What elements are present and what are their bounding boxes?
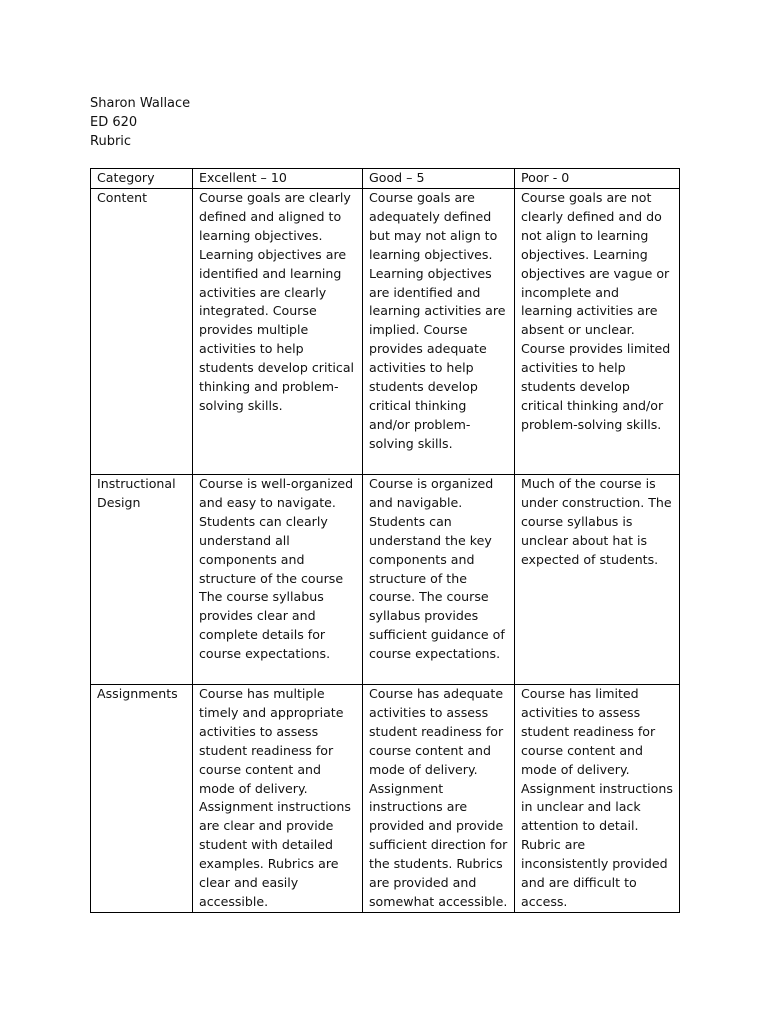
- category-cell: Content: [91, 189, 193, 475]
- poor-cell: Course goals are not clearly defined and do not align to learning objectives. Learning objectives are vague or incomplete and learning activities are absent or unclear. Course provides limited activities to help students develop critical thinking and/or problem-solving skills.: [515, 189, 680, 475]
- category-cell: Assignments: [91, 685, 193, 913]
- column-header-excellent: Excellent – 10: [193, 169, 363, 189]
- table-row: [91, 685, 680, 913]
- course-code: ED 620: [90, 115, 138, 130]
- column-header-good: Good – 5: [363, 169, 515, 189]
- excellent-cell: Course has multiple timely and appropriate activities to assess student readiness for course content and mode of delivery. Assignment instructions are clear and provide student with detailed examples. Rubrics are clear and easily accessible.: [193, 685, 363, 913]
- poor-cell: Much of the course is under construction. The course syllabus is unclear about hat is expected of students.: [515, 475, 680, 685]
- good-cell: Course has adequate activities to assess student readiness for course content and mode of delivery. Assignment instructions are provided and provide sufficient direction for the students. Rubrics are provided and somewhat accessible.: [363, 685, 515, 913]
- table-row: [91, 189, 680, 475]
- document-type: Rubric: [90, 134, 132, 149]
- poor-cell: Course has limited activities to assess student readiness for course content and mode of delivery. Assignment instructions in unclear and lack attention to detail. Rubric are inconsistently provided and are difficult to access.: [515, 685, 680, 913]
- document-header: [90, 94, 190, 151]
- column-header-poor: Poor - 0: [515, 169, 680, 189]
- column-header-category: Category: [91, 169, 193, 189]
- author-name: Sharon Wallace: [90, 96, 191, 111]
- excellent-cell: Course goals are clearly defined and aligned to learning objectives. Learning objectives are identified and learning activities are clearly integrated. Course provides multiple activities to help students develop critical thinking and problem-solving skills.: [193, 189, 363, 475]
- category-cell: Instructional Design: [91, 475, 193, 685]
- good-cell: Course is organized and navigable. Students can understand the key components and structure of the course. The course syllabus provides sufficient guidance of course expectations.: [363, 475, 515, 685]
- rubric-table: [90, 168, 680, 913]
- table-row: [91, 475, 680, 685]
- excellent-cell: Course is well-organized and easy to navigate. Students can clearly understand all components and structure of the course The course syllabus provides clear and complete details for course expectations.: [193, 475, 363, 685]
- table-header-row: [91, 169, 680, 189]
- good-cell: Course goals are adequately defined but may not align to learning objectives. Learning objectives are identified and learning activities are implied. Course provides adequate activities to help students develop critical thinking and/or problem-solving skills.: [363, 189, 515, 475]
